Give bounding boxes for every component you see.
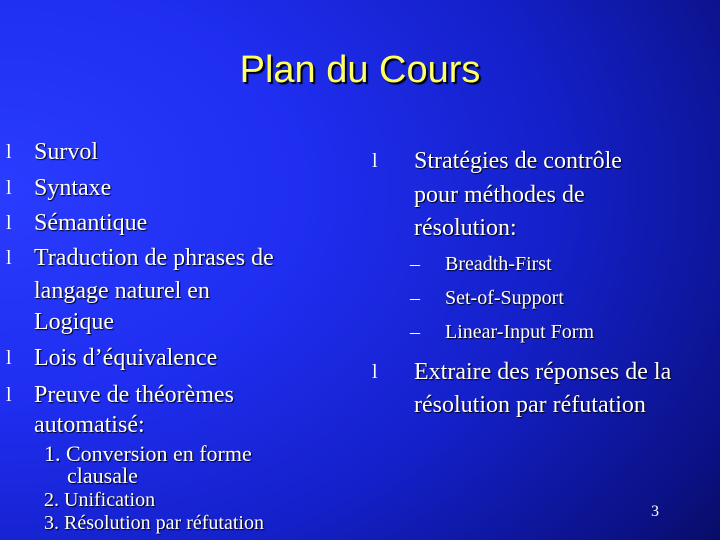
numbered-item-unification: 2. Unification (44, 489, 156, 511)
bullet-icon: l (6, 212, 12, 234)
bullet-text-strategies-line3: résolution: (414, 215, 517, 241)
bullet-text-extraire: Extraire des réponses de la (414, 359, 672, 385)
dash-icon: – (410, 321, 420, 343)
bullet-text-traduction-line2: langage naturel en (34, 278, 210, 304)
bullet-text-semantique: Sémantique (34, 210, 148, 236)
sub-item-set-of-support: Set-of-Support (445, 287, 564, 309)
bullet-icon: l (372, 150, 378, 172)
bullet-text-survol: Survol (34, 139, 99, 165)
bullet-text-strategies: Stratégies de contrôle (414, 148, 622, 174)
bullet-text-traduction-line3: Logique (34, 309, 114, 335)
numbered-item-conversion: 1. Conversion en forme (44, 441, 252, 466)
dash-icon: – (410, 287, 420, 309)
slide-title: Plan du Cours (239, 49, 481, 91)
numbered-item-conversion-line2: clausale (67, 463, 138, 488)
bullet-text-syntaxe: Syntaxe (34, 175, 112, 201)
numbered-item-resolution: 3. Résolution par réfutation (44, 512, 264, 534)
sub-item-breadth-first: Breadth-First (445, 253, 552, 275)
bullet-icon: l (6, 247, 12, 269)
page-number: 3 (651, 503, 659, 520)
bullet-text-strategies-line2: pour méthodes de (414, 182, 585, 208)
bullet-text-preuve-line2: automatisé: (34, 412, 145, 438)
bullet-icon: l (6, 177, 12, 199)
dash-icon: – (410, 253, 420, 275)
bullet-text-lois: Lois d’équivalence (34, 345, 218, 371)
bullet-icon: l (372, 361, 378, 383)
bullet-icon: l (6, 384, 12, 406)
bullet-icon: l (6, 141, 12, 163)
bullet-icon: l (6, 347, 12, 369)
bullet-text-traduction: Traduction de phrases de (34, 245, 274, 271)
bullet-text-preuve: Preuve de théorèmes (34, 382, 234, 408)
sub-item-linear-input: Linear-Input Form (445, 321, 595, 343)
bullet-text-extraire-line2: résolution par réfutation (414, 392, 646, 418)
